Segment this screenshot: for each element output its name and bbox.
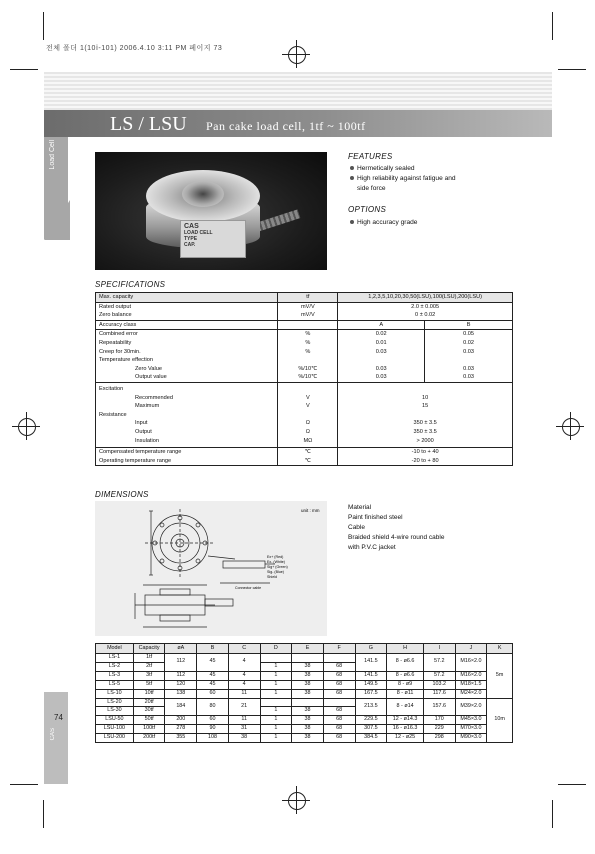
table-cell: 11	[228, 716, 260, 725]
footer-tab	[44, 692, 68, 784]
table-cell: 5tf	[133, 680, 165, 689]
table-cell: 278	[165, 725, 197, 734]
table-row	[96, 293, 513, 303]
spec-label: Zero Value	[135, 365, 162, 372]
table-cell: tf	[278, 293, 338, 303]
nameplate-line: LOAD CELL	[184, 230, 213, 236]
spec-label: Maximum	[135, 403, 160, 410]
cable-wire-label: Sig- (Blue)	[267, 570, 284, 574]
table-cell: 200	[165, 716, 197, 725]
crop-mark	[558, 69, 586, 70]
table-cell	[338, 302, 513, 320]
table-cell: 57.2	[423, 671, 455, 680]
table-cell	[323, 698, 355, 707]
registration-mark-icon	[18, 418, 36, 436]
table-cell	[260, 698, 292, 707]
table-cell: 1	[260, 671, 292, 680]
table-cell	[260, 654, 292, 663]
table-cell	[278, 448, 338, 466]
nameplate-brand: CAS	[184, 223, 199, 230]
table-cell: 229	[423, 725, 455, 734]
spec-unit: %	[305, 331, 311, 338]
table-cell	[96, 330, 278, 383]
spec-label: Excitation	[99, 385, 124, 392]
table-cell: 3tf	[133, 671, 165, 680]
table-cell: 38	[292, 707, 324, 716]
spec-value: 0.03	[463, 374, 474, 381]
table-cell: M16×2.0	[455, 654, 487, 672]
table-cell: 68	[323, 680, 355, 689]
table-cell: Accuracy class	[96, 320, 278, 330]
spec-value: > 2000	[416, 437, 434, 444]
table-cell: 68	[323, 662, 355, 671]
crop-mark	[10, 784, 38, 785]
table-cell: 68	[323, 725, 355, 734]
table-cell: LS-5	[96, 680, 134, 689]
spec-label: Zero balance	[99, 312, 132, 319]
table-cell: 141.5	[355, 654, 387, 672]
material-block	[348, 503, 444, 553]
crop-mark	[558, 784, 586, 785]
table-cell: 68	[323, 707, 355, 716]
table-cell: 38	[292, 680, 324, 689]
column-header: E	[292, 644, 324, 654]
table-row	[96, 689, 513, 698]
spec-unit: mV/V	[301, 303, 315, 310]
table-cell: 1	[260, 716, 292, 725]
spec-unit: ℃	[304, 457, 311, 464]
table-cell: LS-3	[96, 671, 134, 680]
table-cell: 5m	[487, 654, 513, 699]
side-tab-corner	[44, 200, 70, 240]
spec-label: Combined error	[99, 331, 138, 338]
table-cell: 2tf	[133, 662, 165, 671]
column-header: G	[355, 644, 387, 654]
spec-label: Output	[135, 428, 152, 435]
material-label: Material	[348, 504, 372, 511]
table-cell: 8 - ø9	[387, 680, 424, 689]
spec-label: Resistance	[99, 411, 127, 418]
table-cell: 68	[323, 671, 355, 680]
column-header: B	[197, 644, 229, 654]
spec-value: 350 ± 3.5	[413, 420, 437, 427]
spec-value: 0 ± 0.02	[415, 312, 436, 319]
table-cell: M90×3.0	[455, 734, 487, 743]
table-row	[96, 382, 513, 447]
table-cell: 90	[197, 725, 229, 734]
table-cell: 10m	[487, 698, 513, 743]
table-cell: 80	[197, 698, 229, 716]
table-cell	[96, 382, 278, 447]
spec-value: 10	[422, 394, 429, 401]
table-cell: 30tf	[133, 707, 165, 716]
table-cell: 149.5	[355, 680, 387, 689]
table-cell: 4	[228, 654, 260, 672]
table-cell: 1	[260, 689, 292, 698]
table-cell: 68	[323, 689, 355, 698]
table-cell	[425, 330, 513, 383]
table-cell: 8 - ø6.6	[387, 671, 424, 680]
features-heading: FEATURES	[348, 152, 393, 161]
specifications-table	[95, 292, 513, 466]
spec-unit: V	[305, 403, 310, 410]
table-cell	[278, 330, 338, 383]
spec-unit: %/10℃	[298, 365, 318, 372]
table-cell: 11	[228, 689, 260, 698]
table-row	[96, 680, 513, 689]
dimensions-heading: DIMENSIONS	[95, 490, 149, 499]
page-title: LS / LSU	[110, 113, 187, 135]
table-cell: 21	[228, 698, 260, 716]
table-cell: 108	[197, 734, 229, 743]
table-row	[96, 302, 513, 320]
spec-unit: ℃	[304, 449, 311, 456]
spec-label: Rated output	[99, 303, 132, 310]
table-cell: 38	[292, 725, 324, 734]
bullet-icon	[350, 176, 354, 180]
spec-label: Output value	[135, 374, 167, 381]
spec-value: -20 to + 80	[411, 457, 439, 464]
table-row	[96, 698, 513, 707]
table-cell: 38	[292, 734, 324, 743]
table-cell: LS-30	[96, 707, 134, 716]
option-text: High accuracy grade	[357, 219, 418, 226]
table-cell: M18×1.5	[455, 680, 487, 689]
table-row	[96, 671, 513, 680]
table-cell: 4	[228, 680, 260, 689]
load-cell-hub	[182, 181, 224, 207]
table-cell: 1	[260, 725, 292, 734]
table-cell: 1	[260, 734, 292, 743]
table-cell: 1	[260, 707, 292, 716]
side-tab-label: Load Cell	[49, 140, 56, 170]
bullet-icon	[350, 220, 354, 224]
spec-label: Creep for 30min.	[99, 348, 141, 355]
bullet-icon	[350, 166, 354, 170]
table-cell	[96, 448, 278, 466]
spec-unit: Ω	[305, 420, 310, 427]
page-number: 74	[54, 713, 63, 722]
spec-label: Repeatability	[99, 339, 132, 346]
crop-mark	[43, 800, 44, 828]
feature-text: High reliability against fatigue and	[357, 175, 456, 182]
table-row	[96, 654, 513, 663]
spec-value: 15	[422, 403, 429, 410]
spec-label: Temperature effection	[99, 357, 154, 364]
table-cell: Max. capacity	[96, 293, 278, 303]
feature-text: Hermetically sealed	[357, 165, 415, 172]
column-header: Capacity	[133, 644, 165, 654]
table-cell: 45	[197, 680, 229, 689]
table-cell	[278, 382, 338, 447]
table-cell: 38	[292, 662, 324, 671]
table-row	[96, 734, 513, 743]
table-cell: 8 - ø6.6	[387, 654, 424, 672]
table-cell: 103.2	[423, 680, 455, 689]
spec-value: 2.0 ± 0.005	[411, 303, 440, 310]
table-row	[96, 330, 513, 383]
table-cell: 8 - ø14	[387, 698, 424, 716]
spec-label: Compensated temperature range	[99, 449, 182, 456]
spec-label: Insulation	[135, 437, 159, 444]
table-cell: LS-2	[96, 662, 134, 671]
cable-note: Connector cable	[235, 586, 262, 590]
table-cell: A	[338, 320, 425, 330]
spec-value: 0.03	[463, 348, 474, 355]
spec-value: -10 to + 40	[411, 449, 439, 456]
table-row	[96, 320, 513, 330]
feature-item	[350, 165, 415, 172]
table-cell	[96, 302, 278, 320]
table-cell: 12 - ø14.3	[387, 716, 424, 725]
table-cell: M70×3.0	[455, 725, 487, 734]
option-item	[350, 219, 417, 226]
table-cell: LS-20	[96, 698, 134, 707]
table-cell: 112	[165, 654, 197, 672]
table-cell: 170	[423, 716, 455, 725]
table-cell: 117.6	[423, 689, 455, 698]
table-cell: 16 - ø16.3	[387, 725, 424, 734]
spec-label: Operating temperature range	[99, 457, 172, 464]
column-header: C	[228, 644, 260, 654]
page-subtitle: Pan cake load cell, 1tf ~ 100tf	[206, 119, 366, 133]
table-cell: 60	[197, 716, 229, 725]
table-cell: 167.5	[355, 689, 387, 698]
table-cell	[278, 302, 338, 320]
nameplate-line: CAP.	[184, 242, 196, 248]
table-cell: M16×2.0	[455, 671, 487, 680]
cable-value: Braided shield 4-wire round cable	[348, 534, 445, 541]
table-row	[96, 725, 513, 734]
spec-value: 0.05	[463, 331, 474, 338]
crop-mark	[10, 69, 38, 70]
dimension-drawing-svg	[95, 501, 327, 636]
table-cell: LSU-200	[96, 734, 134, 743]
table-cell: 12 - ø25	[387, 734, 424, 743]
spec-unit: %/10℃	[298, 374, 318, 381]
specifications-heading: SPECIFICATIONS	[95, 280, 166, 289]
spec-value: 0.03	[463, 365, 474, 372]
table-cell: 20tf	[133, 698, 165, 707]
table-cell: 45	[197, 671, 229, 680]
spec-unit: Ω	[305, 428, 310, 435]
table-cell: 355	[165, 734, 197, 743]
print-slug: 전체 폴더 1(10ⅰ-101) 2006.4.10 3:11 PM 페이지 73	[46, 45, 223, 52]
table-cell	[338, 382, 513, 447]
crop-mark	[43, 12, 44, 40]
table-header-row	[96, 644, 513, 654]
table-cell: 8 - ø11	[387, 689, 424, 698]
table-cell: 141.5	[355, 671, 387, 680]
table-cell	[278, 320, 338, 330]
table-cell	[338, 448, 513, 466]
crop-mark	[552, 12, 553, 40]
spec-value: 350 ± 3.5	[413, 428, 437, 435]
table-cell: 38	[228, 734, 260, 743]
column-header: H	[387, 644, 424, 654]
registration-mark-icon	[288, 46, 306, 64]
spec-value: 0.02	[375, 331, 387, 338]
dimension-drawing	[95, 501, 327, 636]
table-cell: 184	[165, 698, 197, 716]
spec-label: Recommended	[135, 394, 173, 401]
column-header: Model	[96, 644, 134, 654]
table-cell	[323, 654, 355, 663]
table-cell	[292, 654, 324, 663]
feature-item: side force	[357, 185, 386, 192]
cable-wire-label: Shield	[267, 575, 277, 579]
table-cell: 213.5	[355, 698, 387, 716]
table-cell: 100tf	[133, 725, 165, 734]
table-cell: 31	[228, 725, 260, 734]
table-cell: B	[425, 320, 513, 330]
table-cell: LSU-50	[96, 716, 134, 725]
table-cell: LSU-100	[96, 725, 134, 734]
nameplate-line: TYPE	[184, 236, 198, 242]
cable-label: Cable	[348, 524, 365, 531]
column-header: D	[260, 644, 292, 654]
table-cell: 57.2	[423, 654, 455, 672]
table-cell: 68	[323, 716, 355, 725]
table-cell: 10tf	[133, 689, 165, 698]
cable-wire-label: Sig+ (Green)	[267, 565, 288, 569]
dimensions-table	[95, 643, 513, 743]
spec-value: 0.03	[375, 374, 387, 381]
table-cell: 38	[292, 689, 324, 698]
spec-value: 0.02	[463, 339, 474, 346]
table-cell: 384.5	[355, 734, 387, 743]
table-cell: 307.5	[355, 725, 387, 734]
spec-value: 0.01	[375, 339, 387, 346]
options-heading: OPTIONS	[348, 205, 387, 214]
cable-value: with P.V.C jacket	[348, 544, 396, 551]
cable-wire-label: Ex+ (Red)	[267, 555, 284, 559]
table-cell: 50tf	[133, 716, 165, 725]
table-cell: 4	[228, 671, 260, 680]
spec-value: 0.03	[375, 348, 387, 355]
table-cell: 298	[423, 734, 455, 743]
table-cell: M24×2.0	[455, 689, 487, 698]
column-header: J	[455, 644, 487, 654]
nameplate-text	[184, 223, 213, 248]
table-cell: 229.5	[355, 716, 387, 725]
table-row	[96, 716, 513, 725]
table-cell: 45	[197, 654, 229, 672]
table-cell: 1	[260, 662, 292, 671]
table-cell: 200tf	[133, 734, 165, 743]
column-header: I	[423, 644, 455, 654]
spec-unit: %	[305, 348, 311, 355]
table-cell: 1tf	[133, 654, 165, 663]
registration-mark-icon	[288, 792, 306, 810]
table-cell: LS-10	[96, 689, 134, 698]
drawing-unit-label: unit : mm	[301, 508, 320, 513]
feature-item	[350, 175, 456, 182]
table-cell: M45×3.0	[455, 716, 487, 725]
material-value: Paint finished steel	[348, 514, 403, 521]
table-cell	[292, 698, 324, 707]
table-cell: 1	[260, 680, 292, 689]
spec-unit: mV/V	[301, 312, 315, 319]
table-cell: 1,2,3,5,10,20,30,50(LSU),100(LSU),200(LSU)	[338, 293, 513, 303]
table-cell: 112	[165, 671, 197, 680]
registration-mark-icon	[562, 418, 580, 436]
header-stripes	[44, 72, 552, 110]
cable-wire-label: Ex- (White)	[267, 560, 285, 564]
table-cell: 60	[197, 689, 229, 698]
table-cell: 38	[292, 716, 324, 725]
table-cell	[338, 330, 425, 383]
table-cell: 38	[292, 671, 324, 680]
column-header: øA	[165, 644, 197, 654]
table-cell: M39×2.0	[455, 698, 487, 716]
spec-value: 0.03	[375, 365, 387, 372]
column-header: K	[487, 644, 513, 654]
spec-unit: MΩ	[303, 437, 313, 444]
column-header: F	[323, 644, 355, 654]
footer-brand: CAS	[50, 728, 56, 741]
crop-mark	[552, 800, 553, 828]
spec-label: Input	[135, 420, 148, 427]
table-cell: LS-1	[96, 654, 134, 663]
table-cell: 68	[323, 734, 355, 743]
table-cell: 157.6	[423, 698, 455, 716]
table-cell: 120	[165, 680, 197, 689]
table-row	[96, 448, 513, 466]
spec-unit: V	[305, 394, 310, 401]
table-cell: 138	[165, 689, 197, 698]
spec-unit: %	[305, 339, 311, 346]
